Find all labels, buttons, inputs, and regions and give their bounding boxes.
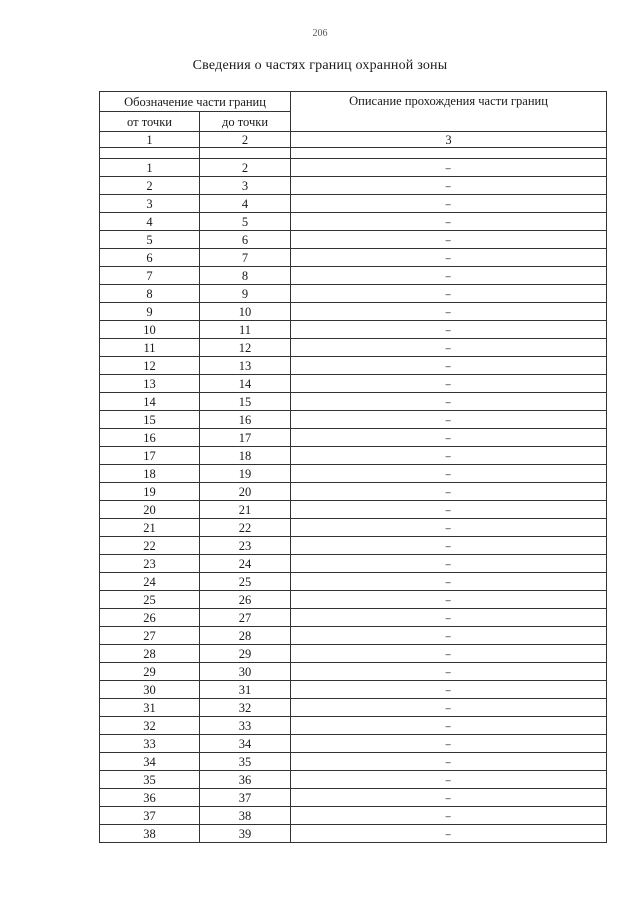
description-dash: – — [446, 718, 452, 733]
table-row — [100, 213, 607, 231]
description-cell — [291, 447, 607, 465]
from-point-cell: 3 — [100, 195, 200, 213]
from-point-cell: 28 — [100, 645, 200, 663]
description-cell — [291, 609, 607, 627]
description-dash: – — [446, 430, 452, 445]
spacer-cell — [100, 148, 200, 159]
spacer-cell — [291, 148, 607, 159]
table-row — [100, 789, 607, 807]
header-boundary-designation: Обозначение части границ — [100, 92, 291, 112]
to-point-cell: 5 — [200, 213, 291, 231]
from-point-cell: 22 — [100, 537, 200, 555]
from-point-cell: 8 — [100, 285, 200, 303]
from-point-cell: 7 — [100, 267, 200, 285]
from-point-cell: 25 — [100, 591, 200, 609]
description-dash: – — [446, 592, 452, 607]
description-cell — [291, 483, 607, 501]
to-point-cell: 24 — [200, 555, 291, 573]
to-point-cell: 32 — [200, 699, 291, 717]
to-point-cell: 6 — [200, 231, 291, 249]
table-row — [100, 555, 607, 573]
description-dash: – — [446, 358, 452, 373]
table-row — [100, 267, 607, 285]
from-point-cell: 35 — [100, 771, 200, 789]
description-dash: – — [446, 736, 452, 751]
table-row — [100, 627, 607, 645]
description-cell — [291, 555, 607, 573]
to-point-cell: 8 — [200, 267, 291, 285]
to-point-cell: 36 — [200, 771, 291, 789]
description-cell — [291, 375, 607, 393]
from-point-cell: 36 — [100, 789, 200, 807]
boundary-parts-table — [99, 91, 607, 843]
to-point-cell: 17 — [200, 429, 291, 447]
description-dash: – — [446, 160, 452, 175]
description-cell — [291, 519, 607, 537]
table-row — [100, 825, 607, 843]
table-header-row — [100, 92, 607, 112]
from-point-cell: 23 — [100, 555, 200, 573]
description-dash: – — [446, 754, 452, 769]
from-point-cell: 31 — [100, 699, 200, 717]
description-dash: – — [446, 502, 452, 517]
to-point-cell: 29 — [200, 645, 291, 663]
from-point-cell: 18 — [100, 465, 200, 483]
column-number: 3 — [291, 132, 607, 148]
table-row — [100, 249, 607, 267]
description-cell — [291, 357, 607, 375]
from-point-cell: 11 — [100, 339, 200, 357]
from-point-cell: 14 — [100, 393, 200, 411]
description-cell — [291, 393, 607, 411]
description-dash: – — [446, 214, 452, 229]
to-point-cell: 11 — [200, 321, 291, 339]
from-point-cell: 38 — [100, 825, 200, 843]
table-row — [100, 609, 607, 627]
table-row — [100, 285, 607, 303]
from-point-cell: 15 — [100, 411, 200, 429]
table-row — [100, 663, 607, 681]
description-dash: – — [446, 538, 452, 553]
from-point-cell: 21 — [100, 519, 200, 537]
table-row — [100, 357, 607, 375]
from-point-cell: 9 — [100, 303, 200, 321]
from-point-cell: 17 — [100, 447, 200, 465]
description-dash: – — [446, 790, 452, 805]
from-point-cell: 10 — [100, 321, 200, 339]
description-dash: – — [446, 664, 452, 679]
from-point-cell: 34 — [100, 753, 200, 771]
to-point-cell: 16 — [200, 411, 291, 429]
description-cell — [291, 267, 607, 285]
description-cell — [291, 645, 607, 663]
column-number: 2 — [200, 132, 291, 148]
from-point-cell: 26 — [100, 609, 200, 627]
to-point-cell: 23 — [200, 537, 291, 555]
description-dash: – — [446, 376, 452, 391]
description-dash: – — [446, 394, 452, 409]
description-dash: – — [446, 484, 452, 499]
from-point-cell: 4 — [100, 213, 200, 231]
table-row — [100, 339, 607, 357]
description-dash: – — [446, 268, 452, 283]
table-row — [100, 321, 607, 339]
to-point-cell: 28 — [200, 627, 291, 645]
to-point-cell: 31 — [200, 681, 291, 699]
description-cell — [291, 303, 607, 321]
description-dash: – — [446, 826, 452, 841]
description-dash: – — [446, 610, 452, 625]
table-row — [100, 519, 607, 537]
description-cell — [291, 339, 607, 357]
header-description: Описание прохождения части границ — [291, 92, 607, 132]
description-dash: – — [446, 412, 452, 427]
description-cell — [291, 213, 607, 231]
description-dash: – — [446, 574, 452, 589]
from-point-cell: 16 — [100, 429, 200, 447]
from-point-cell: 37 — [100, 807, 200, 825]
description-dash: – — [446, 556, 452, 571]
table-row — [100, 177, 607, 195]
to-point-cell: 19 — [200, 465, 291, 483]
to-point-cell: 4 — [200, 195, 291, 213]
table-row — [100, 699, 607, 717]
description-cell — [291, 681, 607, 699]
from-point-cell: 1 — [100, 159, 200, 177]
table-row — [100, 375, 607, 393]
column-number-row — [100, 132, 607, 148]
description-cell — [291, 753, 607, 771]
description-dash: – — [446, 646, 452, 661]
to-point-cell: 21 — [200, 501, 291, 519]
from-point-cell: 24 — [100, 573, 200, 591]
description-cell — [291, 231, 607, 249]
table-row — [100, 717, 607, 735]
table-row — [100, 807, 607, 825]
from-point-cell: 12 — [100, 357, 200, 375]
description-dash: – — [446, 808, 452, 823]
to-point-cell: 14 — [200, 375, 291, 393]
to-point-cell: 27 — [200, 609, 291, 627]
table-row — [100, 501, 607, 519]
from-point-cell: 32 — [100, 717, 200, 735]
to-point-cell: 30 — [200, 663, 291, 681]
description-dash: – — [446, 466, 452, 481]
to-point-cell: 22 — [200, 519, 291, 537]
description-dash: – — [446, 628, 452, 643]
description-cell — [291, 699, 607, 717]
from-point-cell: 27 — [100, 627, 200, 645]
header-from-point: от точки — [100, 112, 200, 132]
to-point-cell: 33 — [200, 717, 291, 735]
description-cell — [291, 537, 607, 555]
description-dash: – — [446, 232, 452, 247]
table-row — [100, 483, 607, 501]
description-dash: – — [446, 700, 452, 715]
description-cell — [291, 825, 607, 843]
description-cell — [291, 285, 607, 303]
to-point-cell: 39 — [200, 825, 291, 843]
to-point-cell: 10 — [200, 303, 291, 321]
description-dash: – — [446, 196, 452, 211]
description-cell — [291, 429, 607, 447]
to-point-cell: 9 — [200, 285, 291, 303]
description-cell — [291, 627, 607, 645]
to-point-cell: 35 — [200, 753, 291, 771]
description-cell — [291, 501, 607, 519]
table-row — [100, 537, 607, 555]
table-row — [100, 195, 607, 213]
to-point-cell: 26 — [200, 591, 291, 609]
description-cell — [291, 717, 607, 735]
description-dash: – — [446, 772, 452, 787]
table-row — [100, 303, 607, 321]
description-cell — [291, 573, 607, 591]
to-point-cell: 3 — [200, 177, 291, 195]
table-row — [100, 429, 607, 447]
description-dash: – — [446, 304, 452, 319]
table-row — [100, 735, 607, 753]
spacer-row — [100, 148, 607, 159]
description-dash: – — [446, 682, 452, 697]
description-cell — [291, 807, 607, 825]
column-number: 1 — [100, 132, 200, 148]
to-point-cell: 20 — [200, 483, 291, 501]
document-title: Сведения о частях границ охранной зоны — [192, 58, 448, 73]
to-point-cell: 25 — [200, 573, 291, 591]
description-cell — [291, 249, 607, 267]
table-row — [100, 393, 607, 411]
description-cell — [291, 789, 607, 807]
table-row — [100, 771, 607, 789]
to-point-cell: 37 — [200, 789, 291, 807]
table-row — [100, 231, 607, 249]
from-point-cell: 5 — [100, 231, 200, 249]
description-cell — [291, 735, 607, 753]
header-to-point: до точки — [200, 112, 291, 132]
description-cell — [291, 159, 607, 177]
from-point-cell: 19 — [100, 483, 200, 501]
table-body — [100, 92, 607, 843]
to-point-cell: 15 — [200, 393, 291, 411]
from-point-cell: 6 — [100, 249, 200, 267]
to-point-cell: 18 — [200, 447, 291, 465]
to-point-cell: 12 — [200, 339, 291, 357]
to-point-cell: 34 — [200, 735, 291, 753]
table-row — [100, 645, 607, 663]
table-row — [100, 753, 607, 771]
description-cell — [291, 195, 607, 213]
table-row — [100, 591, 607, 609]
spacer-cell — [200, 148, 291, 159]
description-dash: – — [446, 178, 452, 193]
table-row — [100, 465, 607, 483]
from-point-cell: 30 — [100, 681, 200, 699]
description-cell — [291, 663, 607, 681]
table-row — [100, 573, 607, 591]
to-point-cell: 2 — [200, 159, 291, 177]
description-cell — [291, 771, 607, 789]
description-cell — [291, 321, 607, 339]
table-row — [100, 681, 607, 699]
description-cell — [291, 177, 607, 195]
description-dash: – — [446, 520, 452, 535]
from-point-cell: 20 — [100, 501, 200, 519]
from-point-cell: 13 — [100, 375, 200, 393]
from-point-cell: 2 — [100, 177, 200, 195]
to-point-cell: 7 — [200, 249, 291, 267]
description-dash: – — [446, 448, 452, 463]
page-number: 206 — [312, 28, 328, 39]
description-cell — [291, 591, 607, 609]
table-row — [100, 159, 607, 177]
to-point-cell: 38 — [200, 807, 291, 825]
from-point-cell: 29 — [100, 663, 200, 681]
description-dash: – — [446, 322, 452, 337]
description-cell — [291, 465, 607, 483]
description-dash: – — [446, 286, 452, 301]
description-dash: – — [446, 340, 452, 355]
table-row — [100, 411, 607, 429]
to-point-cell: 13 — [200, 357, 291, 375]
from-point-cell: 33 — [100, 735, 200, 753]
description-cell — [291, 411, 607, 429]
table-row — [100, 447, 607, 465]
description-dash: – — [446, 250, 452, 265]
